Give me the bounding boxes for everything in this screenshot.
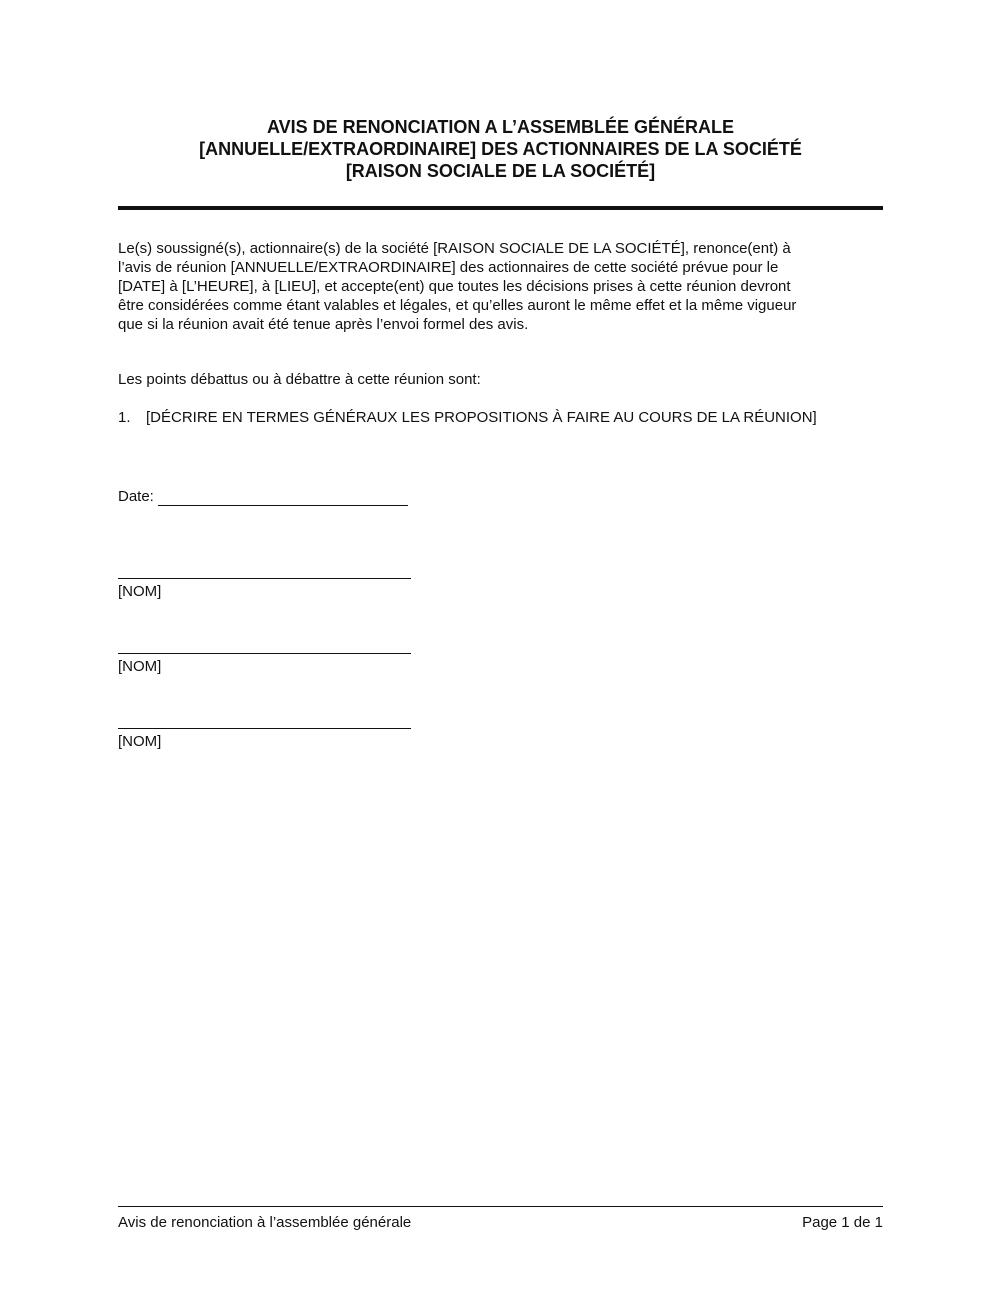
point-number: 1.: [118, 409, 131, 426]
date-field: [118, 487, 408, 506]
intro-line-1: Le(s) soussigné(s), actionnaire(s) de la société [RAISON SOCIALE DE LA SOCIÉTÉ], renonce(ent) à: [118, 240, 791, 257]
date-label: Date:: [118, 488, 154, 505]
point-text: [DÉCRIRE EN TERMES GÉNÉRAUX LES PROPOSITIONS À FAIRE AU COURS DE LA RÉUNION]: [146, 409, 817, 426]
point-item: [118, 408, 888, 427]
intro-paragraph: [118, 239, 888, 334]
intro-line-3: [DATE] à [L’HEURE], à [LIEU], et accepte(ent) que toutes les décisions prises à cette réunion devront: [118, 278, 791, 295]
title-line-1: AVIS DE RENONCIATION A L’ASSEMBLÉE GÉNÉRALE: [266, 117, 735, 137]
footer-divider: [118, 1206, 883, 1207]
document-title: [118, 116, 883, 182]
title-divider: [118, 206, 883, 210]
signature-line-3: [118, 728, 411, 729]
signature-name-3: [NOM]: [118, 733, 162, 750]
points-intro: Les points débattus ou à débattre à cette réunion sont:: [118, 371, 481, 388]
intro-line-5: que si la réunion avait été tenue après l’envoi formel des avis.: [118, 316, 529, 333]
signature-line-1: [118, 578, 411, 579]
signature-name-2: [NOM]: [118, 658, 162, 675]
signature-name-1: [NOM]: [118, 583, 162, 600]
intro-line-4: être considérées comme étant valables et légales, et qu’elles auront le même effet et la même vigueur: [118, 297, 797, 314]
footer-page-number: Page 1 de 1: [802, 1214, 883, 1231]
title-line-3: [RAISON SOCIALE DE LA SOCIÉTÉ]: [345, 161, 656, 181]
footer-document-title: Avis de renonciation à l’assemblée générale: [118, 1214, 412, 1231]
intro-line-2: l’avis de réunion [ANNUELLE/EXTRAORDINAIRE] des actionnaires de cette société prévue pour le: [118, 259, 779, 276]
title-line-2: [ANNUELLE/EXTRAORDINAIRE] DES ACTIONNAIRES DE LA SOCIÉTÉ: [199, 139, 802, 159]
date-blank-line: [158, 490, 408, 506]
signature-line-2: [118, 653, 411, 654]
